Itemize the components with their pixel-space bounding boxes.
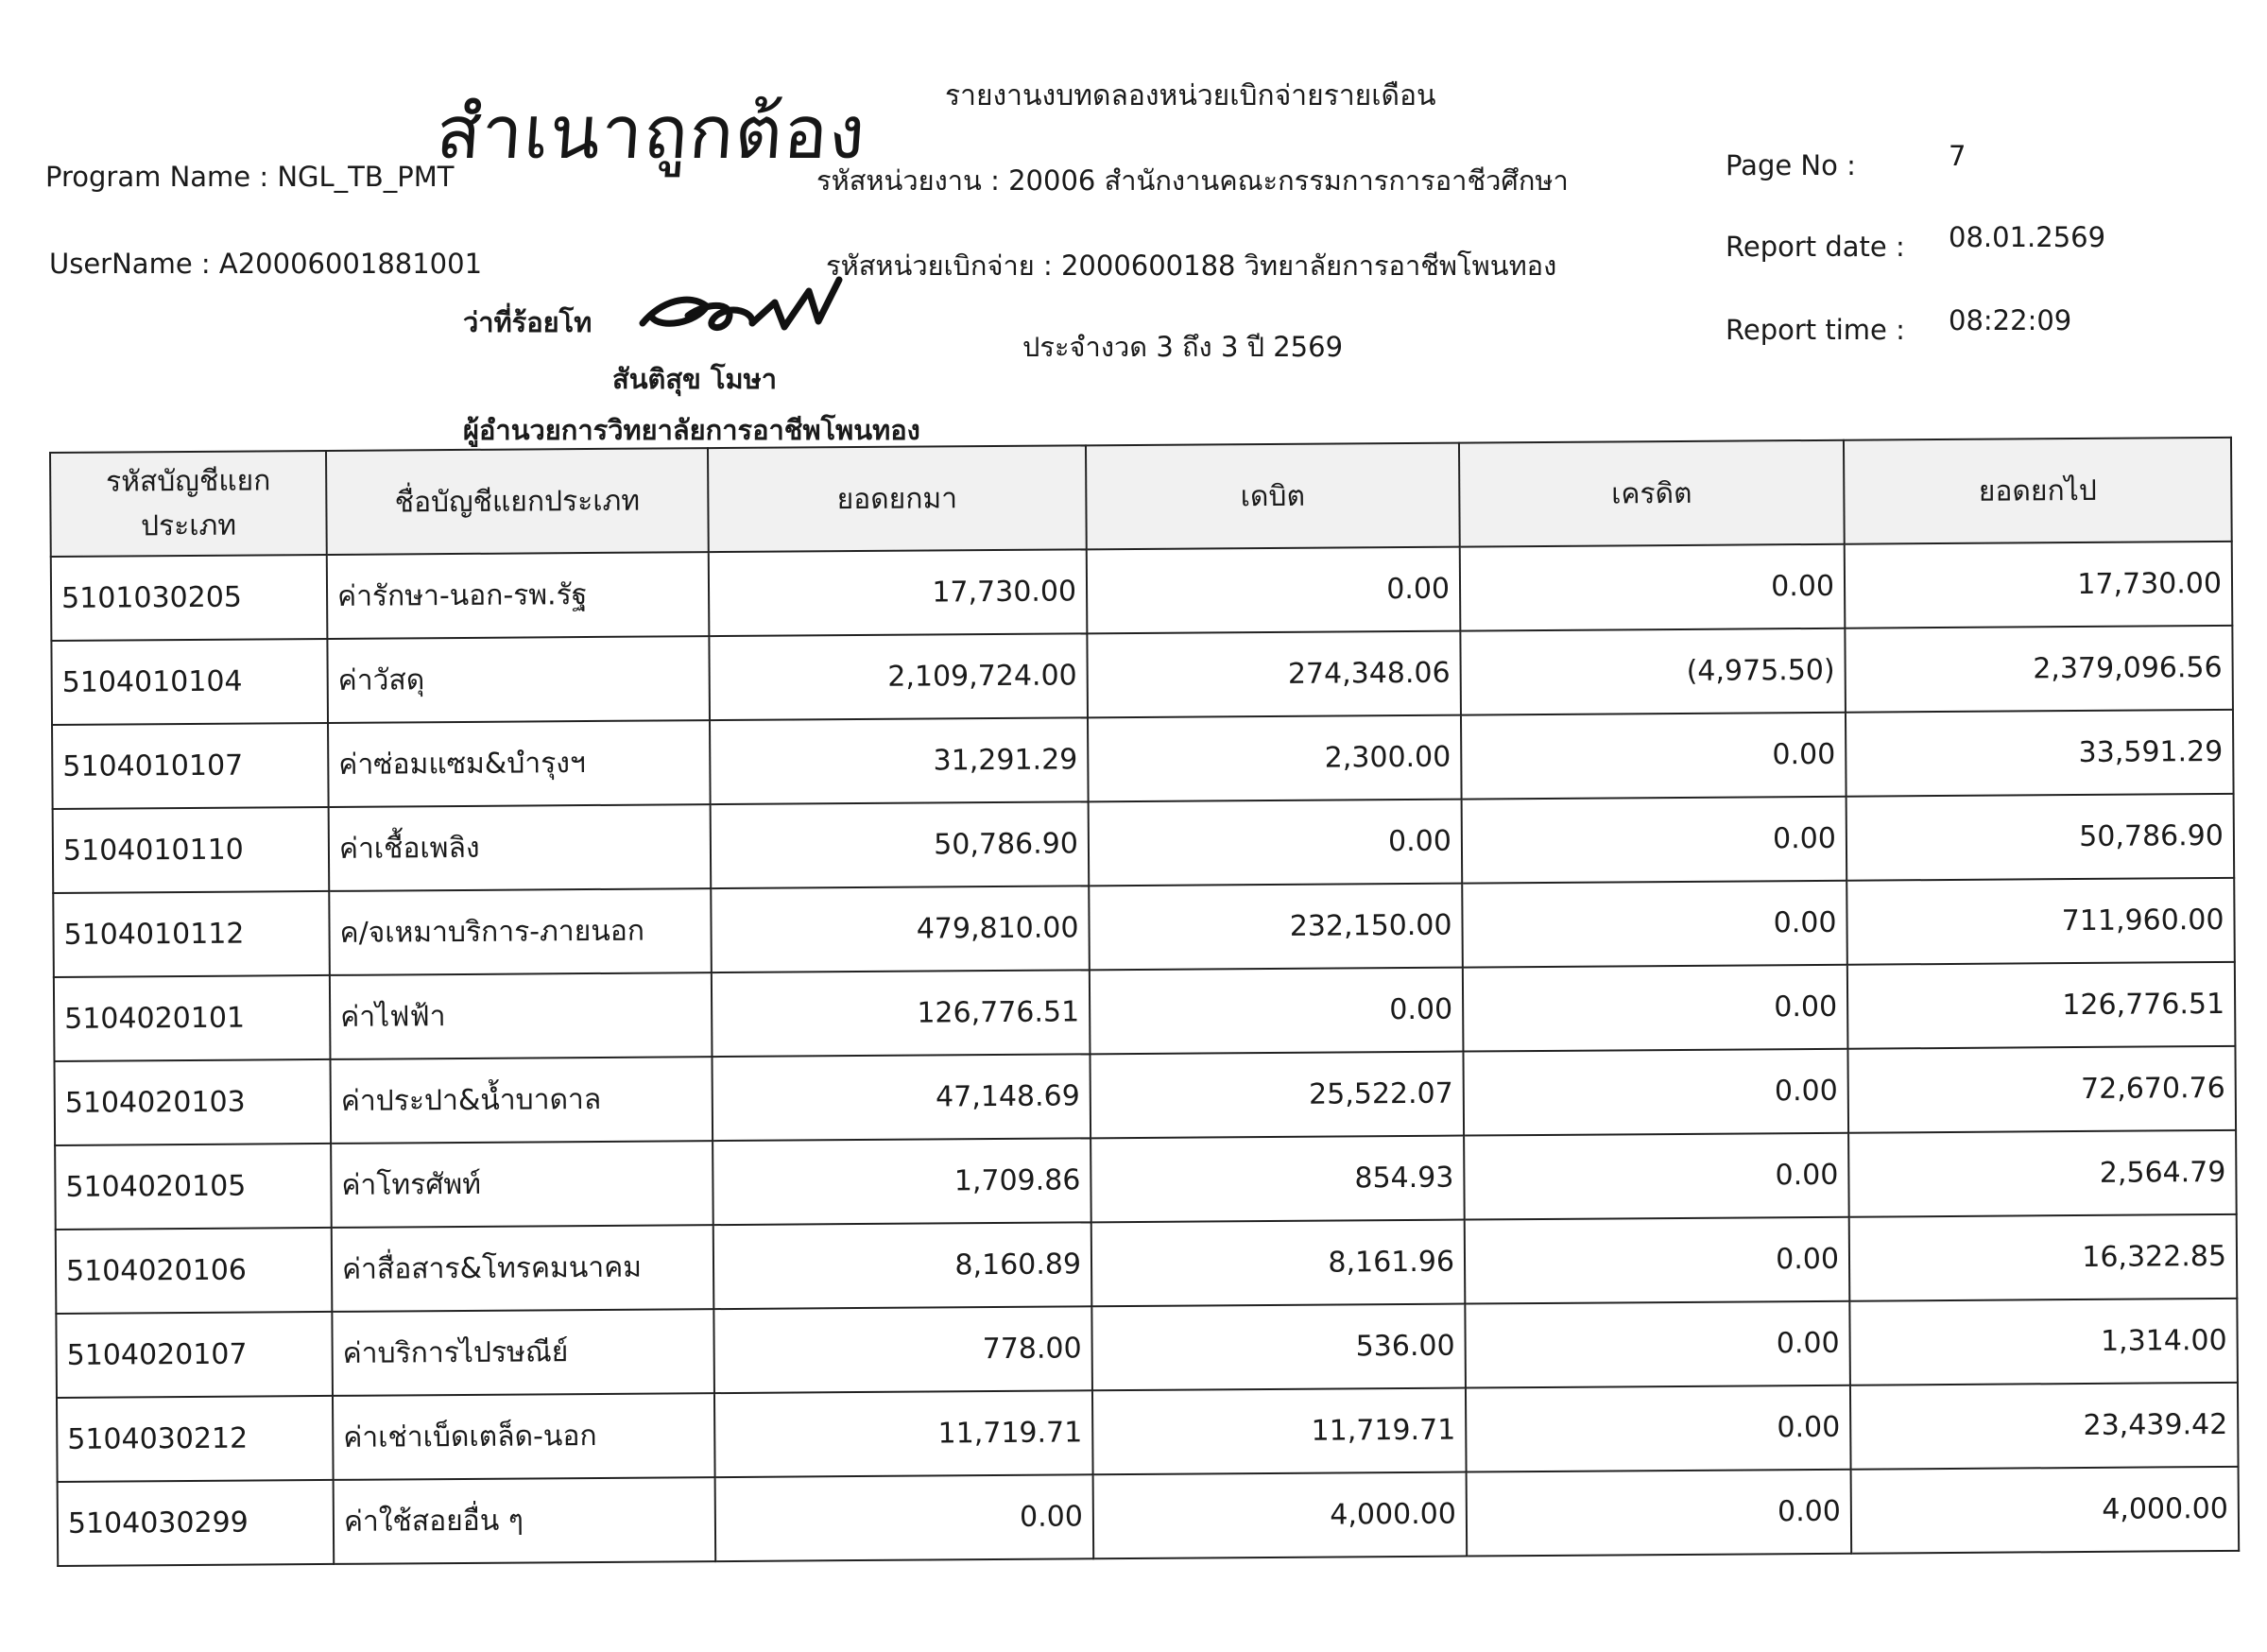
debit: 274,348.06 bbox=[1087, 631, 1461, 718]
account-code: 5104020103 bbox=[55, 1059, 332, 1145]
debit: 2,300.00 bbox=[1088, 715, 1462, 802]
brought-forward: 11,719.71 bbox=[714, 1390, 1093, 1477]
account-code: 5104010107 bbox=[52, 723, 329, 809]
carried-forward: 50,786.90 bbox=[1846, 794, 2235, 881]
credit: 0.00 bbox=[1465, 1217, 1850, 1304]
page-no-label: Page No : bbox=[1726, 149, 1856, 181]
header-account-name: ชื่อบัญชีแยกประเภท bbox=[326, 448, 709, 555]
brought-forward: 1,709.86 bbox=[713, 1138, 1091, 1225]
brought-forward: 479,810.00 bbox=[711, 886, 1090, 972]
account-name: ค่าเช่าเบ็ดเตล็ด-นอก bbox=[333, 1393, 715, 1480]
trial-balance-table bbox=[49, 437, 2240, 1567]
user-name-value: A20006001881001 bbox=[218, 248, 483, 280]
table-row bbox=[58, 1467, 2240, 1566]
brought-forward: 8,160.89 bbox=[713, 1222, 1092, 1309]
table-row bbox=[55, 1130, 2237, 1230]
account-name: ค่าเชื้อเพลิง bbox=[329, 804, 712, 891]
carried-forward: 23,439.42 bbox=[1850, 1383, 2239, 1470]
account-code: 5101030205 bbox=[51, 555, 328, 641]
header-carried-forward: ยอดยกไป bbox=[1844, 438, 2232, 544]
credit: 0.00 bbox=[1463, 1049, 1848, 1136]
credit: 0.00 bbox=[1462, 797, 1847, 884]
credit: 0.00 bbox=[1461, 713, 1846, 800]
report-time-label: Report time : bbox=[1726, 314, 1905, 346]
brought-forward: 47,148.69 bbox=[712, 1054, 1091, 1141]
page-no-value: 7 bbox=[1949, 140, 1966, 172]
debit: 0.00 bbox=[1087, 547, 1461, 634]
carried-forward: 1,314.00 bbox=[1849, 1299, 2238, 1385]
debit: 8,161.96 bbox=[1091, 1220, 1466, 1307]
header-credit: เครดิต bbox=[1459, 440, 1845, 547]
account-code: 5104020107 bbox=[56, 1312, 333, 1398]
credit: 0.00 bbox=[1462, 881, 1847, 968]
disbursing-unit-code bbox=[826, 244, 1556, 287]
credit: 0.00 bbox=[1460, 544, 1846, 631]
account-code: 5104010112 bbox=[53, 891, 330, 977]
account-name: ค่าไฟฟ้า bbox=[330, 972, 713, 1059]
account-code: 5104010110 bbox=[53, 807, 330, 893]
report-date-value: 08.01.2569 bbox=[1949, 221, 2106, 253]
handwritten-signature bbox=[633, 274, 850, 350]
agency-code-label: รหัสหน่วยงาน : bbox=[816, 164, 1000, 197]
report-time-value: 08:22:09 bbox=[1949, 304, 2072, 336]
carried-forward: 17,730.00 bbox=[1845, 542, 2233, 628]
carried-forward: 711,960.00 bbox=[1846, 878, 2235, 965]
table-row bbox=[52, 710, 2234, 809]
account-name: ค่าวัสดุ bbox=[327, 636, 710, 723]
account-code: 5104030212 bbox=[57, 1396, 334, 1482]
program-name-label: Program Name : bbox=[45, 161, 269, 193]
debit: 4,000.00 bbox=[1093, 1472, 1468, 1559]
brought-forward: 126,776.51 bbox=[712, 970, 1091, 1057]
program-name bbox=[45, 161, 455, 193]
carried-forward: 16,322.85 bbox=[1849, 1214, 2238, 1301]
agency-code bbox=[816, 159, 1569, 202]
carried-forward: 4,000.00 bbox=[1851, 1467, 2240, 1554]
agency-code-value: 20006 สำนักงานคณะกรรมการการอาชีวศึกษา bbox=[1008, 164, 1569, 197]
credit: 0.00 bbox=[1466, 1385, 1851, 1472]
account-code: 5104020101 bbox=[54, 975, 331, 1061]
credit: 0.00 bbox=[1465, 1301, 1850, 1388]
report-period: ประจำงวด 3 ถึง 3 ปี 2569 bbox=[1022, 331, 1344, 363]
account-code: 5104030299 bbox=[58, 1480, 335, 1566]
table-row bbox=[56, 1214, 2238, 1314]
debit: 854.93 bbox=[1091, 1136, 1465, 1223]
brought-forward: 17,730.00 bbox=[709, 549, 1088, 636]
debit: 232,150.00 bbox=[1089, 884, 1463, 971]
debit: 11,719.71 bbox=[1092, 1388, 1467, 1475]
account-name: ค่าสื่อสาร&โทรคมนาคม bbox=[332, 1225, 714, 1312]
table-header-row bbox=[50, 438, 2232, 557]
brought-forward: 778.00 bbox=[713, 1306, 1092, 1393]
table-row bbox=[56, 1299, 2238, 1398]
header-account-code: รหัสบัญชีแยกประเภท bbox=[50, 451, 327, 557]
credit: (4,975.50) bbox=[1460, 628, 1846, 715]
table-row bbox=[57, 1383, 2239, 1482]
user-name-label: UserName : bbox=[49, 248, 211, 280]
signatory-name: สันติสุข โมษา bbox=[612, 363, 778, 395]
brought-forward: 50,786.90 bbox=[711, 801, 1090, 888]
account-code: 5104020105 bbox=[55, 1144, 332, 1230]
table-row bbox=[53, 794, 2235, 893]
account-name: ค่าบริการไปรษณีย์ bbox=[332, 1309, 714, 1396]
brought-forward: 0.00 bbox=[715, 1474, 1094, 1561]
disbursing-unit-label: รหัสหน่วยเบิกจ่าย : bbox=[826, 250, 1053, 282]
table-row bbox=[55, 1046, 2237, 1145]
account-name: ค่าประปา&น้ำบาดาล bbox=[330, 1057, 713, 1144]
account-name: ค/จเหมาบริการ-ภายนอก bbox=[329, 888, 712, 975]
carried-forward: 126,776.51 bbox=[1847, 962, 2236, 1049]
credit: 0.00 bbox=[1463, 965, 1848, 1052]
report-title: รายงานงบทดลองหน่วยเบิกจ่ายรายเดือน bbox=[945, 79, 1436, 112]
carried-forward: 2,379,096.56 bbox=[1845, 626, 2233, 713]
disbursing-unit-value: 2000600188 วิทยาลัยการอาชีพโพนทอง bbox=[1060, 250, 1557, 282]
table-row bbox=[53, 878, 2235, 977]
account-code: 5104010104 bbox=[51, 639, 328, 725]
debit: 0.00 bbox=[1089, 800, 1463, 886]
credit: 0.00 bbox=[1467, 1470, 1852, 1557]
certified-copy-stamp: สำเนาถูกต้อง bbox=[433, 91, 869, 176]
table-row bbox=[54, 962, 2236, 1061]
carried-forward: 2,564.79 bbox=[1848, 1130, 2237, 1217]
header-brought-forward: ยอดยกมา bbox=[708, 445, 1087, 552]
carried-forward: 33,591.29 bbox=[1846, 710, 2234, 797]
report-date-label: Report date : bbox=[1726, 231, 1905, 263]
debit: 0.00 bbox=[1090, 968, 1464, 1055]
account-code: 5104020106 bbox=[56, 1228, 333, 1314]
brought-forward: 2,109,724.00 bbox=[709, 633, 1088, 720]
account-name: ค่าโทรศัพท์ bbox=[331, 1141, 713, 1228]
account-name: ค่ารักษา-นอก-รพ.รัฐ bbox=[327, 552, 710, 639]
header-debit: เดบิต bbox=[1086, 443, 1460, 550]
signatory-rank: ว่าที่ร้อยโท bbox=[463, 306, 593, 338]
account-name: ค่าซ่อมแซม&บำรุงฯ bbox=[328, 720, 711, 807]
credit: 0.00 bbox=[1464, 1133, 1849, 1220]
signatory-position: ผู้อำนวยการวิทยาลัยการอาชีพโพนทอง bbox=[463, 414, 920, 446]
account-name: ค่าใช้สอยอื่น ๆ bbox=[334, 1477, 716, 1564]
program-name-value: NGL_TB_PMT bbox=[277, 161, 455, 193]
carried-forward: 72,670.76 bbox=[1847, 1046, 2236, 1133]
table-row bbox=[51, 626, 2233, 725]
brought-forward: 31,291.29 bbox=[710, 717, 1089, 804]
table-row bbox=[51, 542, 2233, 641]
debit: 536.00 bbox=[1091, 1304, 1466, 1391]
user-name bbox=[49, 248, 482, 280]
debit: 25,522.07 bbox=[1090, 1052, 1464, 1139]
